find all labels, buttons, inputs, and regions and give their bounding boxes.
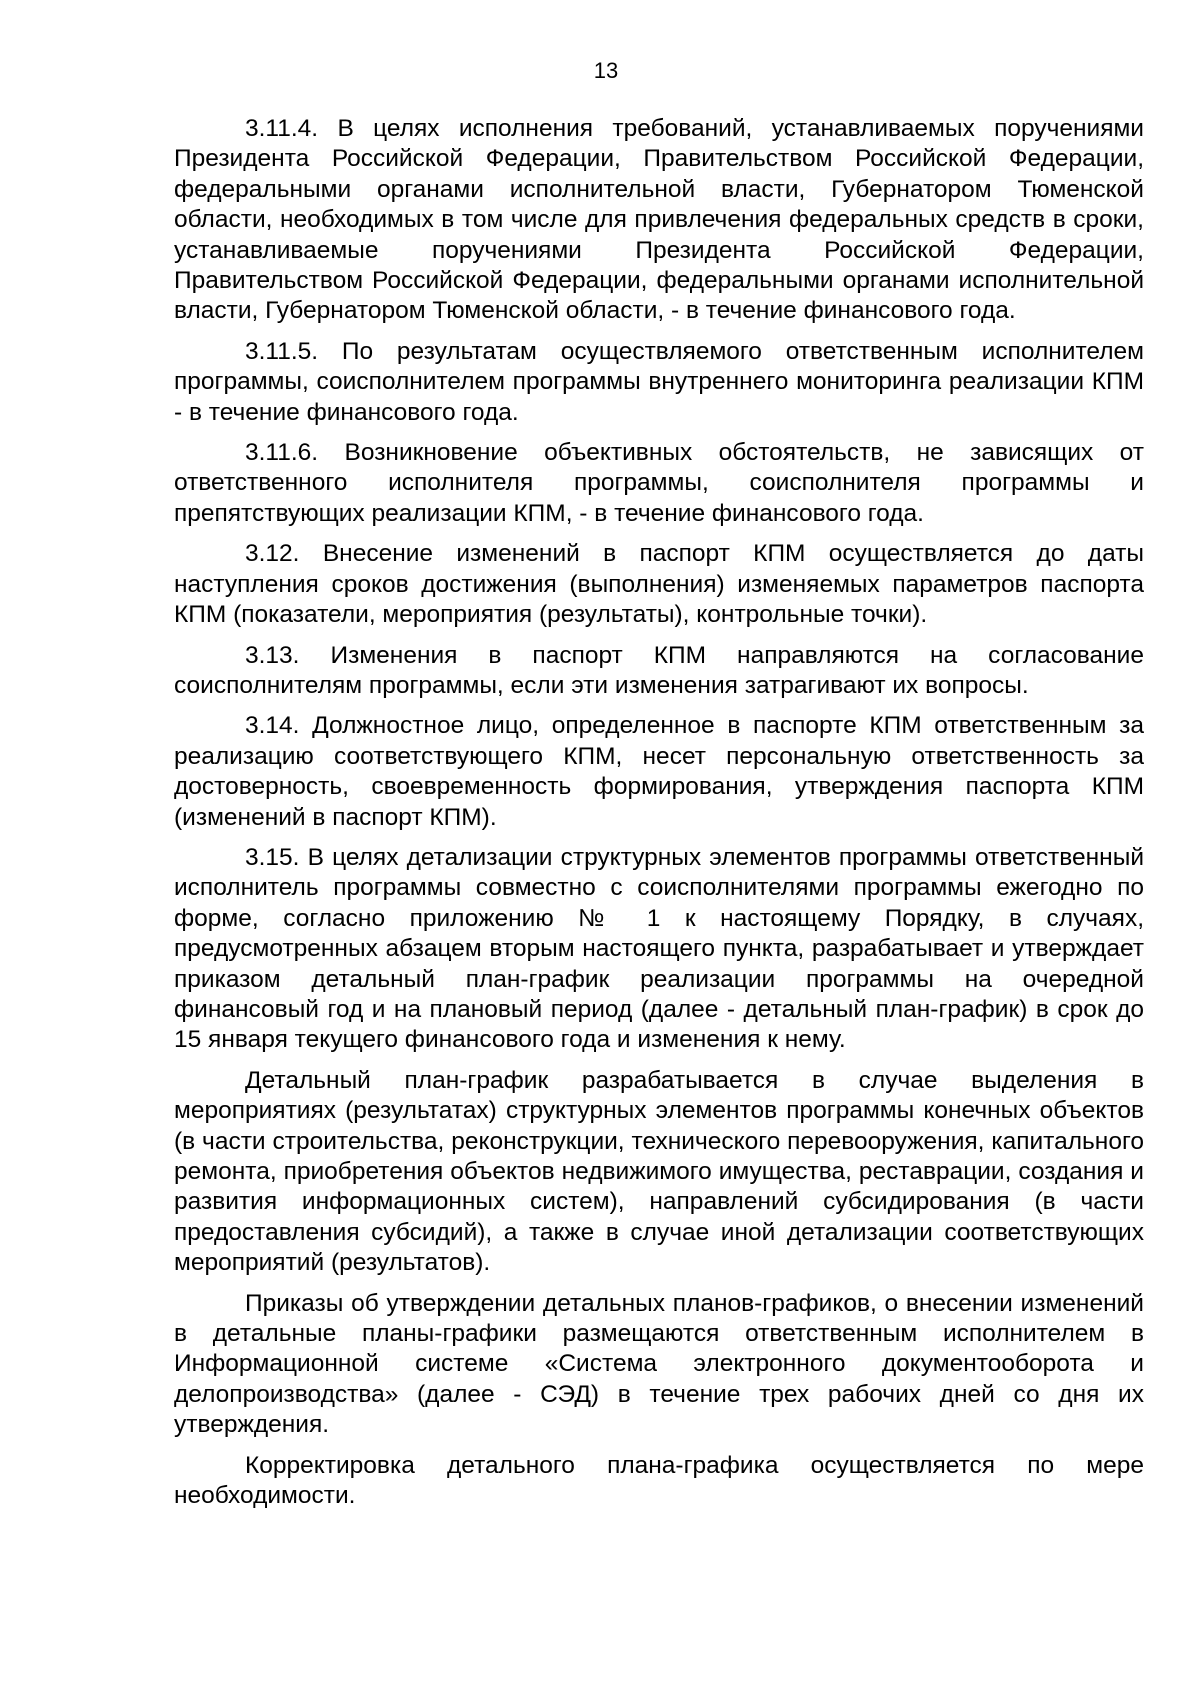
document-body (174, 114, 1144, 1521)
paragraph-3-13: 3.13. Изменения в паспорт КПМ направляются на согласование соисполнителям программы, если эти изменения затрагивают их вопросы. (174, 641, 1144, 699)
paragraph-3-15: 3.15. В целях детализации структурных элементов программы ответственный исполнитель программы совместно с соисполнителями программы ежегодно по форме, согласно приложению № 1 к настоящему Порядку, в случаях, предусмотренных абзацем вторым настоящего пункта, разрабатывает и утверждает приказом детальный план-график реализации программы на очередной финансовый год и на плановый период (далее - детальный план-график) в срок до 15 января текущего финансового года и изменения к нему. (174, 843, 1144, 1054)
paragraph-3-12: 3.12. Внесение изменений в паспорт КПМ осуществляется до даты наступления сроков достижения (выполнения) изменяемых параметров паспорта КПМ (показатели, мероприятия (результаты), контрольные точки). (174, 540, 1144, 629)
paragraph-plan-correction: Корректировка детального плана-графика осуществляется по мере необходимости. (174, 1451, 1144, 1510)
paragraph-3-11-5: 3.11.5. По результатам осуществляемого ответственным исполнителем программы, соисполнителем программы внутреннего мониторинга реализации КПМ - в течение финансового года. (174, 337, 1144, 426)
paragraph-3-11-6: 3.11.6. Возникновение объективных обстоятельств, не зависящих от ответственного исполнителя программы, соисполнителя программы и препятствующих реализации КПМ, - в течение финансового года. (174, 439, 1144, 527)
page-number: 13 (593, 58, 619, 83)
paragraph-orders-placement: Приказы об утверждении детальных планов-графиков, о внесении изменений в детальные планы-графики размещаются ответственным исполнителем в Информационной системе «Система электронного документооборота и делопроизводства» (далее - СЭД) в течение трех рабочих дней со дня их утверждения. (174, 1289, 1144, 1439)
paragraph-detailed-plan-conditions: Детальный план-график разрабатывается в случае выделения в мероприятиях (результатах) структурных элементов программы конечных объектов (в части строительства, реконструкции, технического перевооружения, капитального ремонта, приобретения объектов недвижимого имущества, реставрации, создания и развития информационных систем), направлений субсидирования (в части предоставления субсидий), а также в случае иной детализации соответствующих мероприятий (результатов). (174, 1066, 1144, 1277)
paragraph-3-11-4: 3.11.4. В целях исполнения требований, устанавливаемых поручениями Президента Российской Федерации, Правительством Российской Федерации, федеральными органами исполнительной власти, Губернатором Тюменской области, необходимых в том числе для привлечения федеральных средств в сроки, устанавливаемые поручениями Президента Российской Федерации, Правительством Российской Федерации, федеральными органами исполнительной власти, Губернатором Тюменской области, - в течение финансового года. (174, 115, 1144, 325)
paragraph-3-14: 3.14. Должностное лицо, определенное в паспорте КПМ ответственным за реализацию соответствующего КПМ, несет персональную ответственность за достоверность, своевременность формирования, утверждения паспорта КПМ (изменений в паспорт КПМ). (174, 712, 1144, 831)
